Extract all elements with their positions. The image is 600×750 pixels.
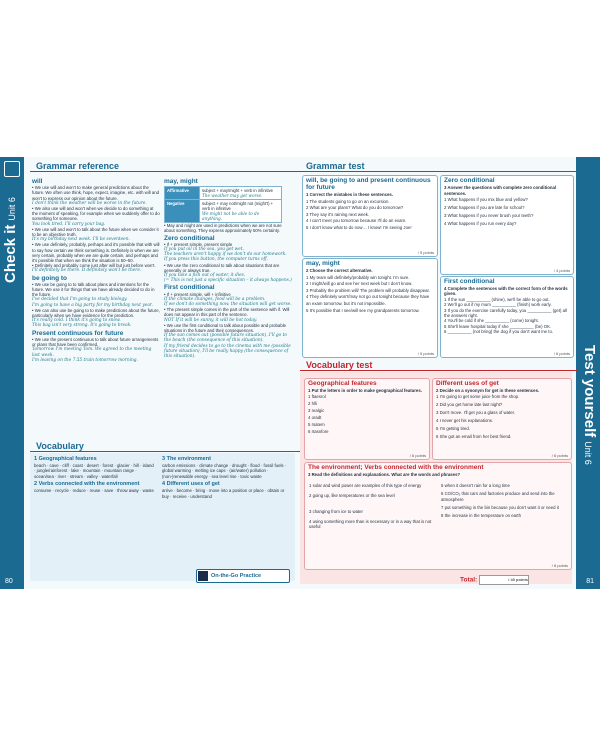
list-item: 4 They definitely won't/may not go out tonight because they have an exam tomorrow, but it's not impossible.	[306, 294, 430, 306]
example-line: NOT If it will be sunny, it will be hot today.	[164, 317, 258, 323]
example-line: If we don't do something now, the situation will get worse.	[164, 302, 292, 308]
box-items-left	[309, 483, 433, 529]
text-line: • We use the present continuous to talk about future arrangements or plans that have been confirmed.	[32, 337, 160, 347]
table-cell	[200, 187, 282, 200]
example-line: You look tired. I'll carry your bag.	[32, 221, 106, 227]
list-item: 5 rsatem	[308, 422, 325, 428]
practice-label: On-the-Go Practice	[211, 573, 262, 579]
text-line: • We use definitely, probably, perhaps and it's possible that with will to say how certain we think something is. Definitely is when we are very certain, probably when we are quite certain, and perhaps and it's possible that when we think the situation is 50–50.	[32, 242, 160, 263]
text-line: • We use the first conditional to talk about possible and probable situations in the future and their consequences.	[164, 323, 292, 333]
instruction: 2 Decide on a synonym for get in these sentences.	[436, 388, 540, 393]
total-label: Total:	[460, 576, 478, 584]
points-label: / 8 points	[551, 563, 568, 568]
example-line: I don't think the weather will be worse in the future.	[32, 200, 147, 206]
list-item: 3 They say it's raining next week.	[306, 211, 370, 217]
example-line: I'll definitely be there. It definitely won't be there.	[32, 268, 142, 274]
example-line: I've decided that I'm going to study biology.	[32, 297, 128, 303]
page-number-right: 81	[586, 578, 594, 585]
text-line: • If + present simple, will + infinitive	[164, 292, 292, 297]
zero-conditional-title: Zero conditional	[164, 234, 215, 242]
points-label: / 5 points	[417, 250, 434, 255]
example-line: It's my birthday next week. I'll be seventeen.	[32, 237, 130, 243]
list-item: 3 What happens if you never brush your teeth?	[444, 213, 534, 218]
example-line: If you press this button, the computer turns off.	[164, 257, 268, 263]
list-item: 5 when it doesn't rain for a long time	[441, 483, 510, 488]
box-items	[303, 192, 437, 232]
list-item: 7 put something in the bin because you don't want it or need it	[441, 504, 559, 510]
table-cell	[200, 200, 282, 223]
example-line: If you take a fish out of water, it dies.	[164, 273, 246, 279]
box-title: Geographical features	[308, 380, 377, 387]
vocabulary-col1	[34, 457, 156, 494]
points-label: / 6 points	[409, 453, 426, 458]
list-item: 4 using something more than is necessary or in a way that is not useful	[309, 518, 432, 530]
example-line: The teachers aren't happy if we don't do our homework.	[164, 252, 287, 258]
box-title: First conditional	[444, 278, 495, 285]
list-item: 2 going up, like temperatures or the sea level	[309, 493, 395, 499]
points-label: / 6 points	[553, 351, 570, 356]
example-line: (= This is not just a specific situation – it always happens.)	[164, 278, 292, 284]
box-title: The environment; Verbs connected with the environment	[308, 464, 484, 471]
may-might-table	[164, 186, 282, 223]
box-items	[303, 268, 437, 314]
points-label: / 4 points	[553, 268, 570, 273]
page-number-left: 80	[5, 578, 13, 585]
table-label: Affirmative	[165, 187, 200, 200]
list-item: 6 __________ (not bring) the dog if you don't want me to.	[444, 329, 554, 335]
rule-text: subject + may not/might not (might't) + verb in infinitive	[202, 201, 274, 212]
points-label: / 5 points	[417, 351, 434, 356]
instruction: 3 Read the definitions and explanations. What are the words and phrases?	[308, 472, 461, 477]
list-item: 6 rtasnfore	[308, 429, 329, 435]
list-item: 6 She got an email from her best friend.	[436, 434, 512, 440]
list-item: 5 She'll leave hospital today if she __________ (be) OK.	[444, 323, 552, 329]
box-title: may, might	[306, 260, 340, 267]
box-items	[433, 388, 571, 441]
list-item: 1 ftaesrol	[308, 394, 326, 400]
grammar-reference-col1	[32, 177, 160, 363]
text-line: • May and might are used in predictions when we are not sure about something. They express approximately 50% certainty.	[164, 223, 292, 233]
right-side-tab	[576, 157, 600, 589]
list-item: 2 I might/will go and see her next week but I don't know.	[306, 281, 413, 287]
list-item: 1 The students going to go on an excursion.	[306, 198, 390, 204]
table-label: Negative	[165, 200, 200, 223]
list-item: 4 I never get his explanations.	[436, 418, 494, 424]
first-conditional-title: First conditional	[164, 284, 215, 292]
example-line: The weather may get worse.	[202, 193, 263, 199]
left-side-title: Check itUnit 6	[2, 197, 19, 283]
list-item: 4 oradt	[308, 415, 322, 421]
list-item: 4 You'll be cold if she __________ (come) tonight.	[444, 318, 539, 324]
text-line: • We use will and won't to make general predictions about the future. We often use think, hope, expect, imagine, etc. with will and won't to express our opinion about the future.	[32, 185, 160, 201]
list-item: 5 I'm getting tired.	[436, 426, 471, 432]
grammar-test-heading: Grammar test	[300, 161, 578, 172]
book-spread	[0, 157, 600, 589]
grammar-test-box-1	[302, 175, 438, 257]
text-line: • We use will and won't to talk about the future when we consider it to be an objective truth.	[32, 227, 160, 237]
example-line: I'm going to have a big party for my birthday next year.	[32, 302, 153, 308]
list-item: 1 I'm going to get some juice from the shop.	[436, 394, 520, 400]
left-side-tab	[0, 157, 24, 589]
present-continuous-title: Present continuous for future	[32, 329, 124, 337]
list-item: 2 Did you get home late last night?	[436, 402, 503, 408]
box-items-right	[441, 483, 567, 518]
list-item: 6 CO/CO₂ that cars and factories produce and send into the atmosphere	[441, 491, 555, 502]
rule-text: subject + may/might + verb in infinitive	[202, 188, 273, 194]
grammar-test-box-2	[302, 258, 438, 358]
text-line: • If + present simple, present simple	[164, 242, 292, 247]
example-line: If you put oil in the sea, you get wet.	[164, 247, 244, 253]
box-items	[441, 286, 573, 335]
text-line: • We can also use be going to to make predictions about the future, particularly when we have evidence for the prediction.	[32, 308, 160, 318]
vocab-group-title: 1 Geographical features	[34, 456, 97, 462]
vocab-words: carbon emissions · climate change · drought · flood · fossil fuels · global warming · melting ice caps · (air/water) pollution · (non-)renewable energy · sea level rise · toxic waste	[162, 462, 287, 479]
example-line: It's really cold. I think it's going to snow.	[32, 318, 121, 324]
vocabulary-panel	[30, 453, 295, 581]
right-side-title: Test yourselfUnit 6	[581, 345, 598, 465]
instruction: 4 Complete the sentences with the correct form of the words given.	[444, 286, 568, 297]
instruction: 1 Correct the mistakes in these sentences.	[306, 192, 393, 197]
list-item: 2 We'll go out if my mum __________ (finish) work early.	[444, 302, 552, 308]
grammar-reference-col2	[164, 177, 292, 359]
list-item: 5 It's possible that I see/will see my grandparents tomorrow.	[306, 307, 420, 313]
vocabulary-heading: Vocabulary	[30, 441, 301, 452]
total-score	[460, 575, 529, 585]
box-items	[305, 388, 429, 435]
vocab-words: beach · cave · cliff · coast · desert · forest · glacier · hill · island · jungle/rainforest · lake · mountain · mountain range · ocean/sea · river · stream · valley · waterfall	[34, 462, 154, 479]
vocabulary-test-heading: Vocabulary test	[300, 360, 578, 371]
list-item: 3 If you do the exercise carefully today, you __________ (get) all the answers right.	[444, 307, 567, 319]
example-line: If my friend decides to go to the cinema with me (possible future situation), I'll be really happy (the consequence of this situation).	[164, 343, 291, 360]
list-item: 4 I can't meet you tomorrow because I'll do an exam.	[306, 218, 407, 224]
will-title: will	[32, 178, 43, 185]
vocab-group-title: 2 Verbs connected with the environment	[34, 481, 140, 488]
box-title: Zero conditional	[444, 177, 495, 184]
on-the-go-practice-button[interactable]	[196, 569, 290, 583]
instruction: 3 Answer the questions with complete zero conditional sentences.	[444, 185, 557, 196]
vocabulary-test-box-3	[304, 462, 572, 570]
vocabulary-col2	[162, 457, 290, 499]
text-line: • We use the zero conditional to talk about situations that are generally or always true.	[164, 263, 292, 273]
app-logo-icon	[198, 571, 208, 581]
list-item: 2 What happens if you are late for school?	[444, 205, 525, 210]
vocabulary-test-box-1	[304, 378, 430, 460]
box-items	[441, 185, 573, 228]
grammar-test-box-4	[440, 276, 574, 358]
list-item: 5 I don't know what to do now… I know! I'm seeing Joe!	[306, 224, 412, 230]
instruction: 2 Choose the correct alternative.	[306, 268, 373, 273]
example-line: This bag isn't very strong. It's going to break.	[32, 323, 132, 329]
list-item: 3 Probably the problem will/ The problem will probably disappear.	[306, 287, 430, 293]
example-line: I'm leaving on the 7.55 train tomorrow morning.	[32, 357, 138, 363]
example-line: We might not be able to do anything.	[202, 211, 260, 222]
may-might-title: may, might	[164, 178, 198, 185]
list-item: 1 My team will definitely/probably win tonight. I'm sure.	[306, 274, 410, 280]
example-line: Tomorrow I'm meeting Tom. We agreed to the meeting last week.	[32, 347, 152, 358]
total-points-box: / 40 points	[479, 575, 529, 585]
list-item: 1 What happens if you mix blue and yellow?	[444, 197, 528, 202]
list-item: 2 What are your plans? What do you do tomorrow?	[306, 205, 404, 211]
list-item: 4 What happens if you run every day?	[444, 221, 517, 226]
vocab-words: consume · recycle · reduce · reuse · save · throw away · waste	[34, 487, 154, 493]
text-line: • We use be going to to talk about plans and intentions for the future. We use it for things that we have already decided to do in the future.	[32, 282, 160, 298]
vocabulary-test-box-2	[432, 378, 572, 460]
list-item: 1 solar and wind power are examples of this type of energy	[309, 483, 422, 488]
list-item: 1 If the sun __________ (shine), we'll be able to go out.	[444, 296, 550, 302]
example-line: If the sun comes out (possible future situation), I'll go to the beach (the consequence of this situation).	[164, 333, 287, 344]
instruction: 1 Put the letters in order to make geographical features.	[308, 388, 422, 393]
list-item: 8 the increase in the temperature on earth	[441, 513, 522, 519]
list-item: 3 Don't move. I'll get you a glass of water.	[436, 410, 516, 416]
example-line: If the climate changes, food will be a problem.	[164, 296, 266, 302]
vocab-words: arrive · become · bring · move into a position or place · obtain or buy · receive · understand	[162, 487, 285, 499]
points-label: / 6 points	[551, 453, 568, 458]
list-item: 3 realgic	[308, 408, 325, 414]
vocab-group-title: 4 Different uses of get	[162, 481, 220, 488]
grammar-reference-heading: Grammar reference	[30, 161, 301, 172]
box-title: will, be going to and present continuous for future	[306, 177, 431, 191]
text-line: • We also use will and won't when we decide to do something at the moment of speaking, for example when we suddenly offer to do something for someone.	[32, 206, 160, 222]
grammar-test-box-3	[440, 175, 574, 275]
text-line: • Definitely and probably come just after will but just before won't.	[32, 263, 160, 268]
going-to-title: be going to	[32, 274, 68, 282]
list-item: 2 hlli	[308, 401, 317, 407]
vocab-group-title: 3 The environment	[162, 456, 211, 462]
box-title: Different uses of get	[436, 380, 499, 387]
list-item: 3 changing from ice to water	[309, 508, 363, 514]
text-line: • The present simple comes in the part of the sentence with if. Will does not appear in this part of the sentence.	[164, 307, 292, 317]
check-icon	[4, 161, 20, 177]
